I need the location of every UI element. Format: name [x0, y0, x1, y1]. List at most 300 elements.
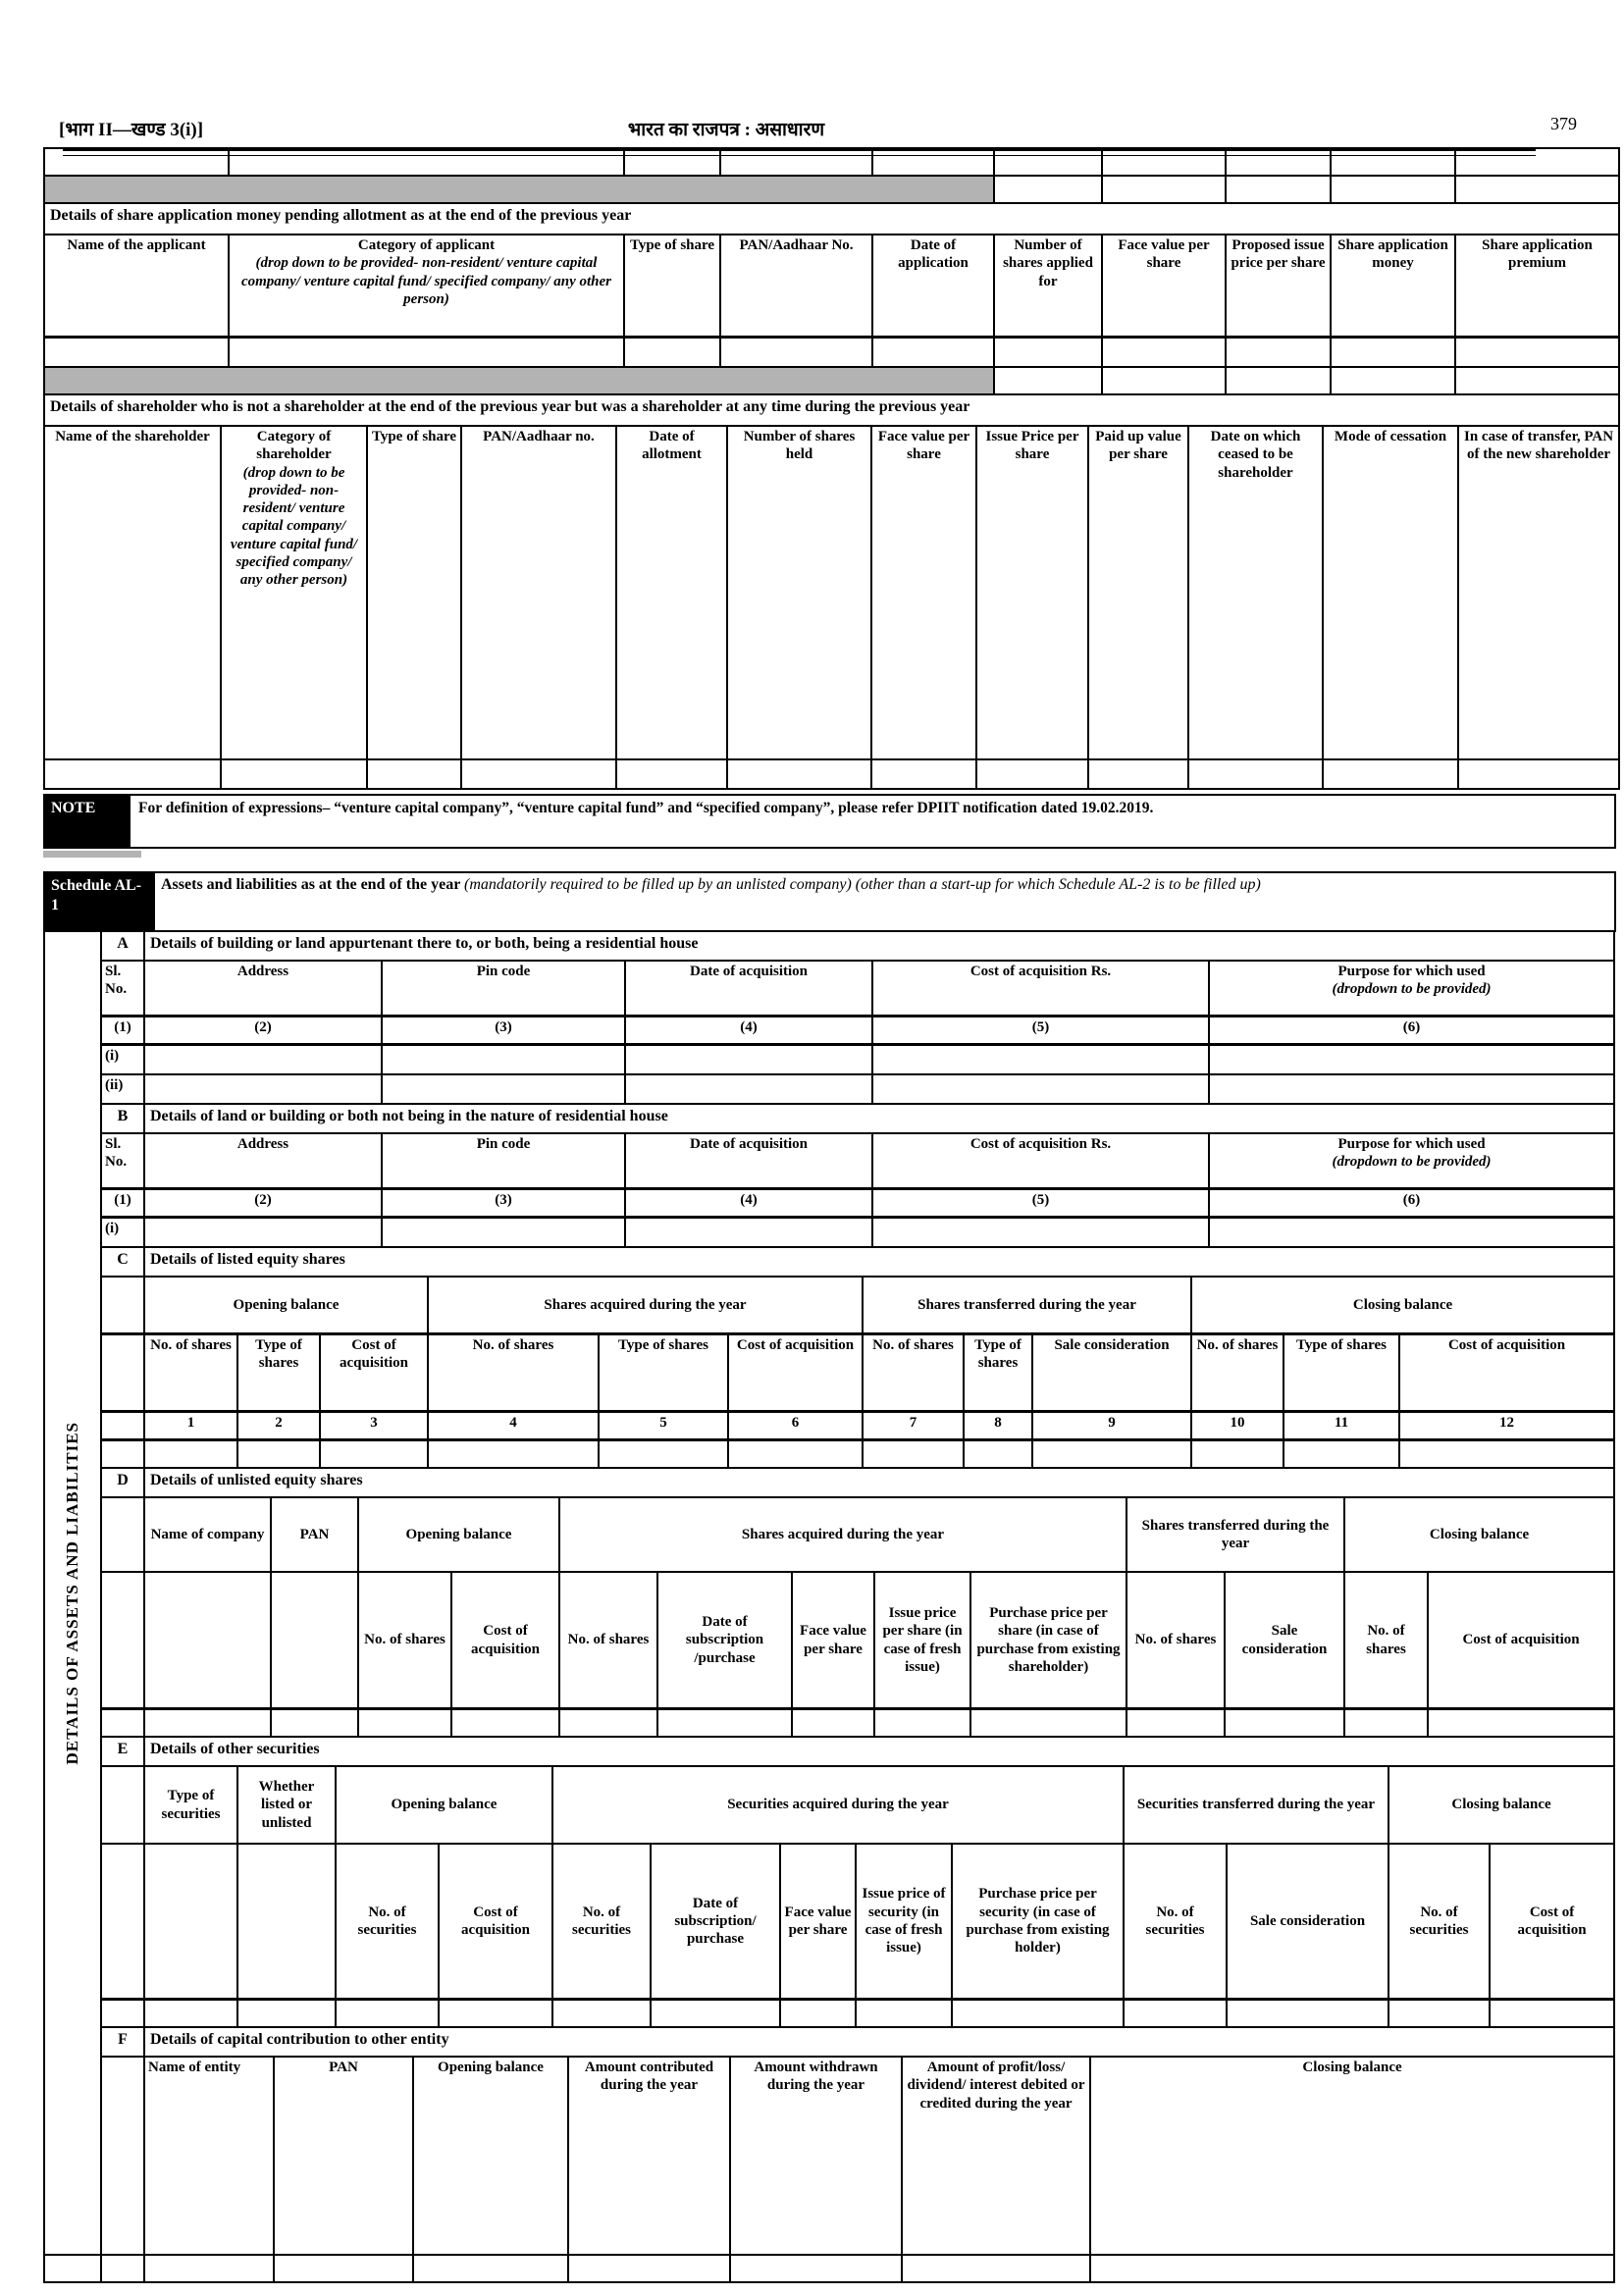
col-header-name-of-entity: Name of entity: [144, 2057, 274, 2255]
category-label: Category of shareholder: [256, 429, 332, 463]
empty-cell: [1455, 176, 1619, 203]
table1-title-row: [44, 203, 1619, 235]
group-securities-transferred: Securities transferred during the year: [1124, 1766, 1388, 1844]
col-number: 1: [144, 1412, 237, 1440]
section-a-numbers-row: [101, 1017, 1614, 1045]
section-c-subheader-row: [101, 1334, 1614, 1412]
col-header-pan-aadhaar: PAN/Aadhaar no.: [461, 426, 616, 759]
subcol: No. of shares: [559, 1572, 657, 1709]
schedule-al1-header: [43, 871, 1616, 932]
empty-cell: [1226, 338, 1331, 368]
group-opening-balance: Opening balance: [336, 1766, 552, 1844]
group-opening-balance: Opening balance: [358, 1497, 559, 1572]
empty-cell: [101, 2000, 144, 2028]
row-label: (ii): [101, 1074, 144, 1104]
col-header-share-application-money: Share application money: [1331, 235, 1455, 338]
section-c-numbers-row: [101, 1412, 1614, 1440]
empty-cell: [382, 1218, 625, 1248]
empty-cell: [874, 1709, 970, 1738]
table2-header-row: [44, 426, 1619, 759]
col-number: 9: [1032, 1412, 1191, 1440]
col-header-face-value: Face value per share: [1102, 235, 1226, 338]
col-header-category-of-shareholder: [221, 426, 367, 759]
subcol: Face value per share: [792, 1572, 874, 1709]
empty-cell: [336, 2000, 439, 2028]
section-d-empty-row: [101, 1709, 1614, 1738]
group-closing-balance: Closing balance: [1191, 1277, 1614, 1334]
col-header-pan: PAN: [271, 1497, 358, 1572]
col-header-date-of-acquisition: Date of acquisition: [625, 1133, 872, 1189]
subcol: Type of shares: [599, 1334, 728, 1412]
subcol: Sale consideration: [1225, 1572, 1344, 1709]
col-header-pin-code: Pin code: [382, 961, 625, 1017]
col-header-purpose: [1209, 961, 1614, 1017]
col-header-amount-profit-loss: Amount of profit/loss/ dividend/ interest debited or credited during the year: [902, 2057, 1090, 2255]
spacer: [43, 858, 1624, 871]
empty-cell: [101, 1497, 144, 1572]
empty-cell: [1191, 1440, 1283, 1469]
category-dropdown-note: (drop down to be provided- non-resident/ venture capital company/ venture capital fund/ specified company/ any other person): [230, 464, 358, 589]
section-c-table: [100, 1246, 1615, 1469]
empty-cell: [552, 2000, 651, 2028]
section-a-title-row: [101, 931, 1614, 961]
empty-cell: [1331, 367, 1455, 394]
col-header-whether-listed: Whether listed or unlisted: [237, 1766, 336, 1844]
subcol: No. of shares: [144, 1334, 237, 1412]
row-label: (i): [101, 1218, 144, 1248]
empty-cell: [144, 2255, 274, 2282]
row-label: (i): [101, 1045, 144, 1075]
subcol: Cost of acquisition: [1428, 1572, 1614, 1709]
category-dropdown-note: (drop down to be provided- non-resident/ venture capital company/ venture capital fund/ specified company/ any other person): [240, 255, 612, 307]
empty-cell: [1344, 1709, 1428, 1738]
col-header-date-of-allotment: Date of allotment: [616, 426, 727, 759]
subcol: Cost of acquisition: [728, 1334, 863, 1412]
empty-cell: [1283, 1440, 1399, 1469]
gray-separator-row: [44, 176, 1619, 203]
purpose-dropdown-note: (dropdown to be provided): [1332, 1154, 1492, 1171]
col-header-paid-up-value: Paid up value per share: [1088, 426, 1188, 759]
section-letter: E: [101, 1737, 144, 1766]
empty-cell: [101, 2057, 144, 2255]
section-f-header-row: [101, 2057, 1614, 2255]
empty-cell: [382, 1074, 625, 1104]
empty-cell: [625, 1218, 872, 1248]
section-title: Details of capital contribution to other entity: [144, 2027, 1614, 2057]
col-header-proposed-issue-price: Proposed issue price per share: [1226, 235, 1331, 338]
empty-cell: [1102, 176, 1226, 203]
empty-cell: [413, 2255, 568, 2282]
category-label: Category of applicant: [357, 237, 496, 253]
empty-cell: [144, 1218, 382, 1248]
section-c-group-row: [101, 1277, 1614, 1334]
col-header-number-of-shares: Number of shares applied for: [994, 235, 1102, 338]
section-b-header-row: [101, 1133, 1614, 1189]
group-shares-transferred: Shares transferred during the year: [1126, 1497, 1344, 1572]
subcol: Purchase price per security (in case of purchase from existing holder): [952, 1844, 1124, 2000]
col-number: 11: [1283, 1412, 1399, 1440]
subcol: No. of shares: [863, 1334, 964, 1412]
subcol: Issue price per share (in case of fresh issue): [874, 1572, 970, 1709]
empty-cell: [144, 1572, 271, 1709]
note-label: NOTE: [44, 795, 130, 848]
empty-cell: [625, 1045, 872, 1075]
col-number: 10: [1191, 1412, 1283, 1440]
schedule-label-line2: 1: [51, 896, 59, 913]
table2-title: Details of shareholder who is not a shareholder at the end of the previous year but was a shareholder at any time during the previous year: [44, 394, 1619, 426]
col-header-date-of-application: Date of application: [872, 235, 994, 338]
section-b-numbers-row: [101, 1189, 1614, 1218]
section-e-title-row: [101, 1737, 1614, 1766]
header-rule: [63, 149, 1536, 156]
empty-cell: [1209, 1045, 1614, 1075]
empty-cell: [101, 1709, 144, 1738]
page-number: 379: [1550, 114, 1577, 133]
purpose-label: Purpose for which used: [1337, 1136, 1486, 1152]
section-letter: D: [101, 1468, 144, 1497]
empty-cell: [101, 1766, 144, 1844]
table2-title-row: [44, 394, 1619, 426]
col-number: 6: [728, 1412, 863, 1440]
empty-cell: [229, 338, 624, 368]
section-letter: A: [101, 931, 144, 961]
section-title: Details of land or building or both not being in the nature of residential house: [144, 1104, 1614, 1133]
subcol: Date of subscription /purchase: [657, 1572, 792, 1709]
subcol: Type of shares: [237, 1334, 320, 1412]
gazette-title: भारत का राजपत्र : असाधारण: [627, 120, 825, 140]
empty-cell: [320, 1440, 428, 1469]
col-number: (5): [872, 1017, 1209, 1045]
empty-cell: [44, 338, 229, 368]
subcol: Type of shares: [964, 1334, 1032, 1412]
section-d-title-row: [101, 1468, 1614, 1497]
empty-cell: [1455, 338, 1619, 368]
bottom-empty-row: [44, 2255, 1614, 2282]
col-header-address: Address: [144, 1133, 382, 1189]
empty-cell: [101, 1572, 144, 1709]
empty-cell: [1331, 176, 1455, 203]
subcol: Sale consideration: [1032, 1334, 1191, 1412]
empty-cell: [624, 338, 720, 368]
empty-cell: [144, 1045, 382, 1075]
empty-cell: [144, 1844, 237, 2000]
empty-cell: [1399, 1440, 1614, 1469]
empty-cell: [994, 176, 1102, 203]
group-shares-transferred: Shares transferred during the year: [863, 1277, 1191, 1334]
empty-cell: [101, 1277, 144, 1334]
empty-cell: [1331, 338, 1455, 368]
empty-cell: [1209, 1074, 1614, 1104]
subcol: No. of securities: [1124, 1844, 1227, 2000]
subcol: Face value per share: [780, 1844, 856, 2000]
col-header-address: Address: [144, 961, 382, 1017]
col-header-issue-price: Issue Price per share: [976, 426, 1088, 759]
side-vertical-label: DETAILS OF ASSETS AND LIABILITIES: [63, 1421, 81, 1765]
section-e-group-row: [101, 1766, 1614, 1844]
col-header-closing-balance: Closing balance: [1090, 2057, 1614, 2255]
empty-cell: [144, 1440, 237, 1469]
section-f-table: [100, 2026, 1615, 2256]
col-number: (4): [625, 1189, 872, 1218]
empty-cell: [101, 2255, 144, 2282]
empty-cell: [1458, 759, 1619, 789]
empty-cell: [1428, 1709, 1614, 1738]
group-opening-balance: Opening balance: [144, 1277, 428, 1334]
col-number: (4): [625, 1017, 872, 1045]
empty-cell: [1102, 338, 1226, 368]
col-header-category-of-applicant: [229, 235, 624, 338]
col-header-cost-of-acquisition: Cost of acquisition Rs.: [872, 961, 1209, 1017]
note-block: [43, 794, 1616, 849]
empty-cell: [856, 2000, 952, 2028]
section-f-title-row: [101, 2027, 1614, 2057]
col-header-name-of-company: Name of company: [144, 1497, 271, 1572]
group-closing-balance: Closing balance: [1388, 1766, 1614, 1844]
empty-cell: [863, 1440, 964, 1469]
empty-cell: [1126, 1709, 1225, 1738]
section-e-empty-row: [101, 2000, 1614, 2028]
empty-cell: [994, 367, 1102, 394]
empty-cell: [1227, 2000, 1388, 2028]
empty-cell: [727, 759, 871, 789]
schedule-title-italic: (mandatorily required to be filled up by an unlisted company) (other than a start-up for which Schedule AL-2 is to be filled up): [464, 876, 1261, 893]
section-d-table: [100, 1467, 1615, 1738]
empty-cell: [780, 2000, 856, 2028]
empty-cell: [144, 1074, 382, 1104]
empty-cell: [970, 1709, 1126, 1738]
section-b-title-row: [101, 1104, 1614, 1133]
col-header-pan-aadhaar: PAN/Aadhaar No.: [720, 235, 872, 338]
empty-cell: [358, 1709, 451, 1738]
empty-cell: [1032, 1440, 1191, 1469]
empty-cell: [461, 759, 616, 789]
subcol: Cost of acquisition: [1490, 1844, 1614, 2000]
empty-cell: [1226, 367, 1331, 394]
empty-cell: [274, 2255, 413, 2282]
subcol: No. of shares: [1191, 1334, 1283, 1412]
empty-cell: [237, 1440, 320, 1469]
group-shares-acquired: Shares acquired during the year: [559, 1497, 1126, 1572]
subcol: Cost of acquisition: [451, 1572, 559, 1709]
col-header-amount-withdrawn: Amount withdrawn during the year: [730, 2057, 902, 2255]
col-header-type-of-securities: Type of securities: [144, 1766, 237, 1844]
section-title: Details of listed equity shares: [144, 1247, 1614, 1277]
col-header-pin-code: Pin code: [382, 1133, 625, 1189]
col-header-date-of-acquisition: Date of acquisition: [625, 961, 872, 1017]
empty-cell: [1090, 2255, 1614, 2282]
table2-empty-data-row: [44, 759, 1619, 789]
col-header-sl-no: Sl. No.: [101, 1133, 144, 1189]
section-title: Details of unlisted equity shares: [144, 1468, 1614, 1497]
empty-cell: [872, 1074, 1209, 1104]
empty-cell: [964, 1440, 1032, 1469]
empty-cell: [872, 338, 994, 368]
empty-cell: [101, 1844, 144, 2000]
col-number: (6): [1209, 1017, 1614, 1045]
col-header-name-of-applicant: Name of the applicant: [44, 235, 229, 338]
empty-cell: [871, 759, 976, 789]
empty-cell: [568, 2255, 730, 2282]
share-application-money-table: [43, 147, 1620, 395]
empty-cell: [1388, 2000, 1490, 2028]
subcol: Type of shares: [1283, 1334, 1399, 1412]
col-header-amount-contributed: Amount contributed during the year: [568, 2057, 730, 2255]
empty-cell: [271, 1709, 358, 1738]
empty-cell: [1209, 1218, 1614, 1248]
section-e-table: [100, 1736, 1615, 2028]
subcol: Date of subscription/ purchase: [651, 1844, 780, 2000]
empty-cell: [101, 1412, 144, 1440]
empty-cell: [144, 2000, 237, 2028]
col-header-face-value: Face value per share: [871, 426, 976, 759]
col-number: (2): [144, 1189, 382, 1218]
group-securities-acquired: Securities acquired during the year: [552, 1766, 1124, 1844]
col-number: (2): [144, 1017, 382, 1045]
schedule-row: [44, 872, 1615, 931]
subcol: Cost of acquisition: [320, 1334, 428, 1412]
empty-cell: [439, 2000, 552, 2028]
empty-cell: [1455, 367, 1619, 394]
section-a-row-ii: [101, 1074, 1614, 1104]
empty-cell: [792, 1709, 874, 1738]
page-header: [0, 0, 1624, 147]
group-shares-acquired: Shares acquired during the year: [428, 1277, 863, 1334]
section-b-table: [100, 1103, 1615, 1248]
section-d-group-row: [101, 1497, 1614, 1572]
empty-cell: [1226, 176, 1331, 203]
subcol: No. of shares: [358, 1572, 451, 1709]
section-title: Details of other securities: [144, 1737, 1614, 1766]
col-number: 4: [428, 1412, 599, 1440]
empty-cell: [101, 1440, 144, 1469]
table1-empty-data-row: [44, 338, 1619, 368]
section-b-row-i: [101, 1218, 1614, 1248]
col-number: (1): [101, 1189, 144, 1218]
empty-cell: [428, 1440, 599, 1469]
empty-cell: [976, 759, 1088, 789]
schedule-sections: [100, 930, 1613, 2256]
subcol: No. of shares: [1344, 1572, 1428, 1709]
col-header-name-of-shareholder: Name of the shareholder: [44, 426, 221, 759]
schedule-label: [44, 872, 154, 931]
subcol: No. of securities: [336, 1844, 439, 2000]
col-number: 7: [863, 1412, 964, 1440]
section-title: Details of building or land appurtenant there to, or both, being a residential house: [144, 931, 1614, 961]
table1-title: Details of share application money pending allotment as at the end of the previous year: [44, 203, 1619, 235]
gray-band: [44, 367, 994, 394]
empty-cell: [237, 1844, 336, 2000]
section-a-header-row: [101, 961, 1614, 1017]
subcol: Issue price of security (in case of fresh issue): [856, 1844, 952, 2000]
col-header-pan-of-new-shareholder: In case of transfer, PAN of the new shareholder: [1458, 426, 1619, 759]
col-number: (3): [382, 1189, 625, 1218]
purpose-dropdown-note: (dropdown to be provided): [1332, 981, 1492, 998]
empty-cell: [101, 1334, 144, 1412]
section-letter: F: [101, 2027, 144, 2057]
empty-cell: [728, 1440, 863, 1469]
col-header-number-of-shares-held: Number of shares held: [727, 426, 871, 759]
schedule-bottom-empty-row: [43, 2254, 1615, 2283]
schedule-title-bold: Assets and liabilities as at the end of the year: [161, 876, 465, 893]
subcol: No. of shares: [428, 1334, 599, 1412]
subcol: Purchase price per share (in case of purchase from existing shareholder): [970, 1572, 1126, 1709]
col-number: (6): [1209, 1189, 1614, 1218]
col-header-cost-of-acquisition: Cost of acquisition Rs.: [872, 1133, 1209, 1189]
section-c-empty-row: [101, 1440, 1614, 1469]
empty-cell: [1124, 2000, 1227, 2028]
empty-cell: [657, 1709, 792, 1738]
gray-band: [44, 176, 994, 203]
empty-cell: [1323, 759, 1458, 789]
empty-cell: [872, 1218, 1209, 1248]
empty-cell: [625, 1074, 872, 1104]
subcol: Cost of acquisition: [439, 1844, 552, 2000]
table1-header-row: [44, 235, 1619, 338]
section-c-title-row: [101, 1247, 1614, 1277]
empty-cell: [902, 2255, 1090, 2282]
schedule-title: [154, 872, 1615, 931]
col-header-mode-of-cessation: Mode of cessation: [1323, 426, 1458, 759]
empty-cell: [616, 759, 727, 789]
empty-cell: [599, 1440, 728, 1469]
subcol: Cost of acquisition: [1399, 1334, 1614, 1412]
col-number: 5: [599, 1412, 728, 1440]
gray-separator-row: [44, 367, 1619, 394]
empty-cell: [1188, 759, 1323, 789]
subcol: No. of securities: [552, 1844, 651, 2000]
empty-cell: [952, 2000, 1124, 2028]
empty-cell: [382, 1045, 625, 1075]
col-number: (3): [382, 1017, 625, 1045]
empty-cell: [730, 2255, 902, 2282]
col-number: (5): [872, 1189, 1209, 1218]
col-header-type-of-share: Type of share: [367, 426, 461, 759]
section-a-table: [100, 930, 1615, 1105]
col-header-pan: PAN: [274, 2057, 413, 2255]
col-number: (1): [101, 1017, 144, 1045]
empty-cell: [271, 1572, 358, 1709]
empty-cell: [1102, 367, 1226, 394]
empty-cell: [994, 338, 1102, 368]
purpose-label: Purpose for which used: [1337, 964, 1486, 979]
col-header-date-ceased: Date on which ceased to be shareholder: [1188, 426, 1323, 759]
subcol: No. of shares: [1126, 1572, 1225, 1709]
ceased-shareholder-table: [43, 393, 1620, 790]
subcol: No. of securities: [1388, 1844, 1490, 2000]
empty-cell: [1088, 759, 1188, 789]
section-letter: C: [101, 1247, 144, 1277]
empty-cell: [221, 759, 367, 789]
col-number: 2: [237, 1412, 320, 1440]
empty-cell: [1225, 1709, 1344, 1738]
col-header-sl-no: Sl. No.: [101, 961, 144, 1017]
section-e-subheader-row: [101, 1844, 1614, 2000]
gazette-part-label: [भाग II—खण्ड 3(i)]: [59, 120, 204, 140]
group-closing-balance: Closing balance: [1344, 1497, 1614, 1572]
col-header-type-of-share: Type of share: [624, 235, 720, 338]
col-number: 8: [964, 1412, 1032, 1440]
assets-liabilities-side-strip: [43, 930, 100, 2256]
schedule-label-line1: Schedule AL-: [51, 877, 142, 894]
empty-cell: [144, 1709, 271, 1738]
empty-cell: [451, 1709, 559, 1738]
empty-cell: [44, 759, 221, 789]
section-letter: B: [101, 1104, 144, 1133]
empty-cell: [1490, 2000, 1614, 2028]
note-row: [44, 795, 1615, 848]
section-d-subheader-row: [101, 1572, 1614, 1709]
empty-cell: [720, 338, 872, 368]
